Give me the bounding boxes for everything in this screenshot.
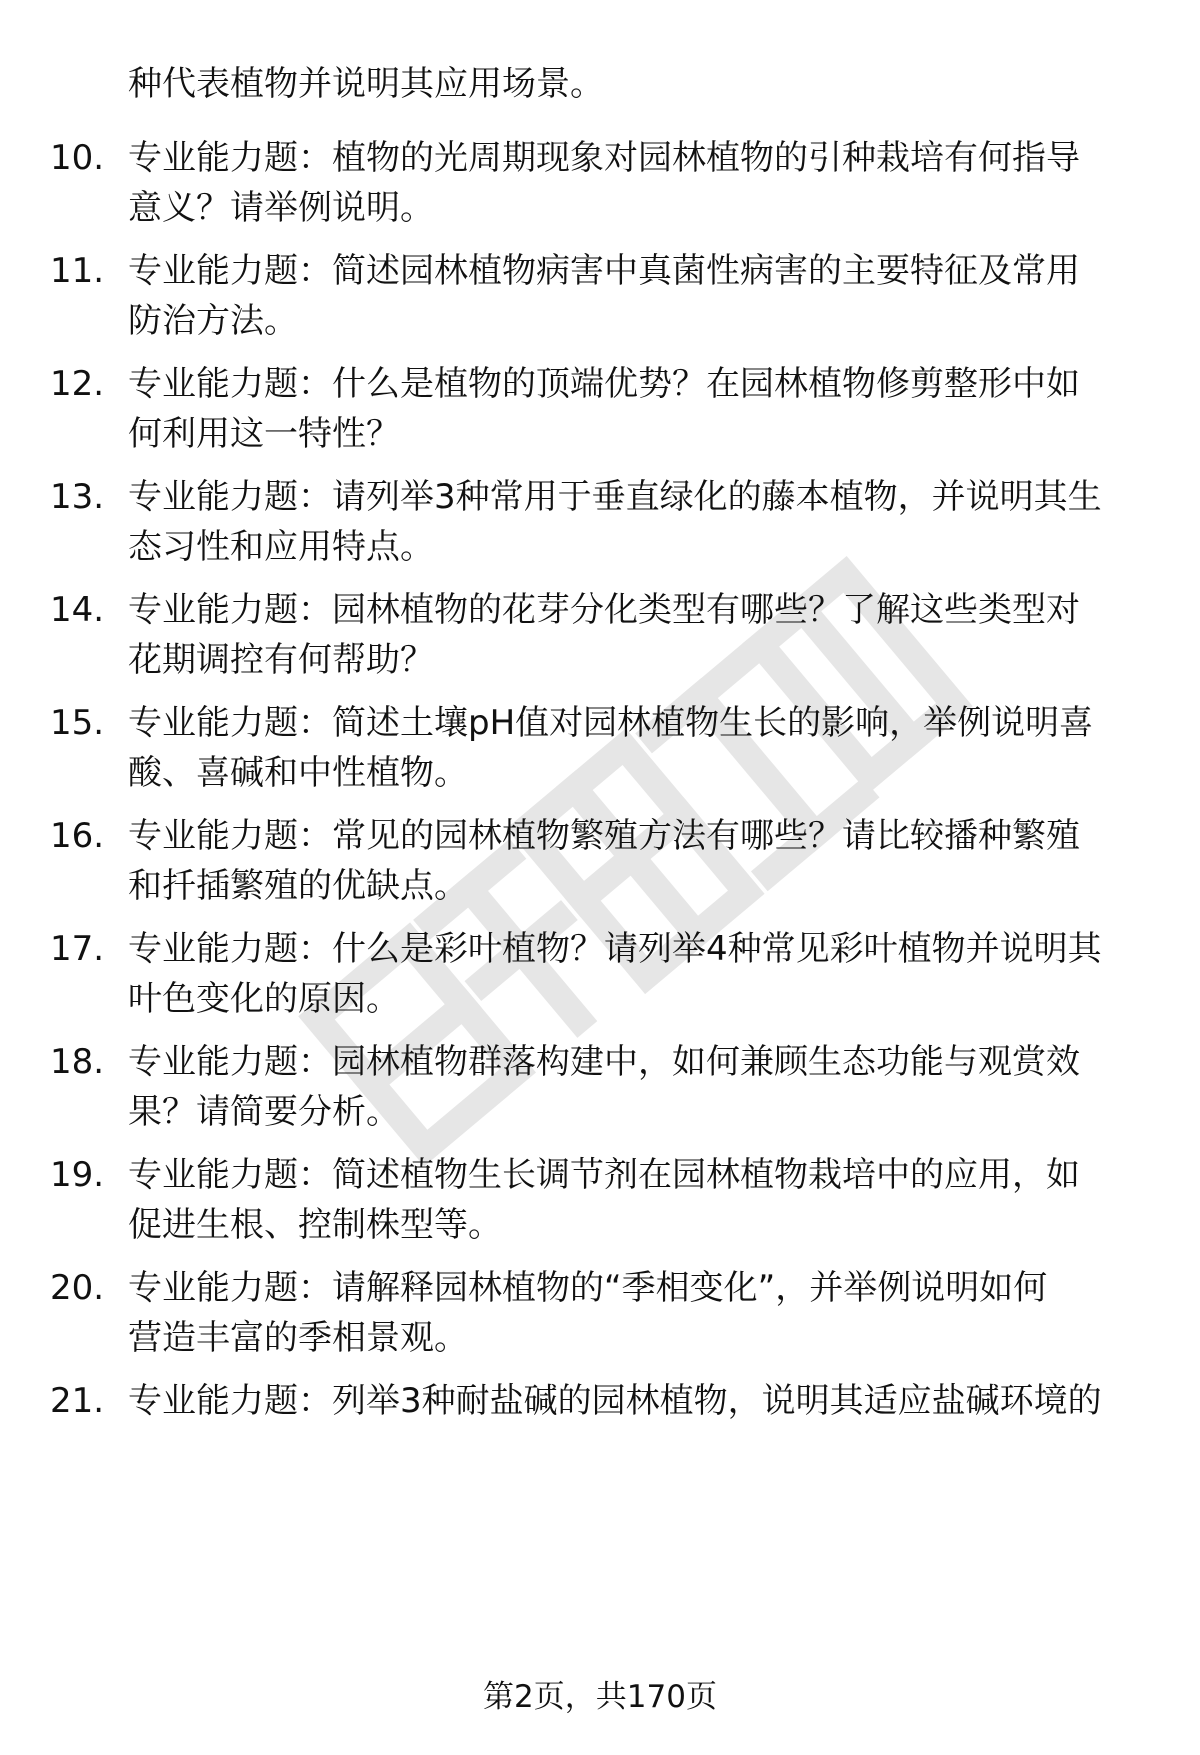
question-number: 11. [50, 251, 105, 291]
question-text: 专业能力题：请解释园林植物的“季相变化”，并举例说明如何 营造丰富的季相景观。 [128, 1268, 1048, 1358]
question-text: 专业能力题：简述土壤pH值对园林植物生长的影响，举例说明喜 酸、喜碱和中性植物。 [128, 703, 1094, 793]
question-text: 专业能力题：什么是彩叶植物？请列举4种常见彩叶植物并说明其 叶色变化的原因。 [128, 929, 1102, 1019]
question-text: 专业能力题：常见的园林植物繁殖方法有哪些？请比较播种繁殖 和扦插繁殖的优缺点。 [128, 816, 1080, 906]
question-number: 10. [50, 138, 105, 178]
question-text: 专业能力题：什么是植物的顶端优势？在园林植物修剪整形中如 何利用这一特性？ [128, 364, 1080, 454]
question-number: 19. [50, 1155, 105, 1195]
question-text: 专业能力题：园林植物的花芽分化类型有哪些？了解这些类型对 花期调控有何帮助？ [128, 590, 1080, 680]
question-number: 14. [50, 590, 105, 630]
question-number: 13. [50, 477, 105, 517]
question-number: 18. [50, 1042, 105, 1082]
question-text: 专业能力题：简述园林植物病害中真菌性病害的主要特征及常用 防治方法。 [128, 251, 1080, 341]
question-text: 专业能力题：列举3种耐盐碱的园林植物，说明其适应盐碱环境的 [128, 1381, 1102, 1421]
page-footer: 第2页，共170页 [483, 1679, 717, 1715]
question-number: 21. [50, 1381, 105, 1421]
question-text: 专业能力题：请列举3种常用于垂直绿化的藤本植物，并说明其生 态习性和应用特点。 [128, 477, 1102, 567]
question-number: 15. [50, 703, 105, 743]
question-text: 专业能力题：植物的光周期现象对园林植物的引种栽培有何指导 意义？请举例说明。 [128, 138, 1080, 228]
question-number: 17. [50, 929, 105, 969]
question-number: 16. [50, 816, 105, 856]
question-number: 12. [50, 364, 105, 404]
question-text: 专业能力题：园林植物群落构建中，如何兼顾生态功能与观赏效 果？请简要分析。 [128, 1042, 1080, 1132]
question-number: 20. [50, 1268, 105, 1308]
continuation-line: 种代表植物并说明其应用场景。 [128, 64, 604, 104]
question-text: 专业能力题：简述植物生长调节剂在园林植物栽培中的应用，如 促进生根、控制株型等。 [128, 1155, 1080, 1245]
